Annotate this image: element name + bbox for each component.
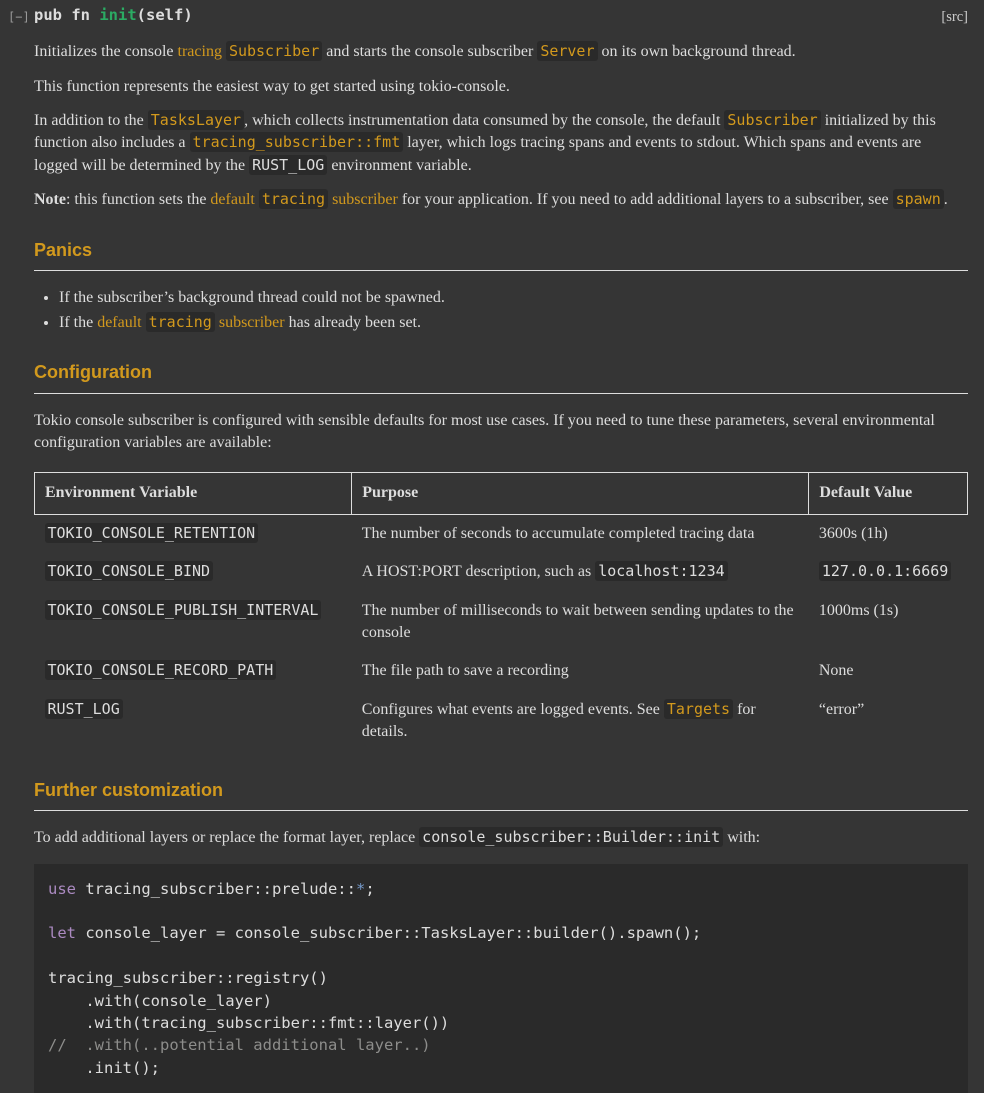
code-link[interactable]: tracing: [259, 189, 328, 209]
table-cell: [809, 652, 968, 690]
table-cell: [352, 553, 809, 591]
doc-paragraph: [34, 41, 968, 63]
text-segment: : this function sets the: [66, 191, 210, 208]
code-line: [48, 878, 954, 900]
text-segment: 3600s (1h): [819, 525, 888, 542]
config-table-body: [35, 514, 968, 751]
table-cell: [35, 652, 352, 690]
code-keyword: let: [48, 924, 76, 942]
panics-list: [34, 287, 968, 334]
inline-code: localhost:1234: [595, 561, 727, 581]
list-item: [59, 312, 968, 334]
text-segment: Initializes the console: [34, 43, 178, 60]
code-line: [48, 1034, 954, 1056]
section-heading-further-customization: [34, 780, 968, 812]
code-link[interactable]: Targets: [664, 699, 733, 719]
code-line: [48, 1012, 954, 1034]
table-row: [35, 652, 968, 690]
inline-code: TOKIO_CONSOLE_PUBLISH_INTERVAL: [45, 600, 322, 620]
text-segment: Configures what events are logged events. See: [362, 701, 664, 718]
text-segment: The number of milliseconds to wait between sending updates to the console: [362, 602, 794, 641]
text-segment: on its own background thread.: [598, 43, 796, 60]
configuration-intro: [34, 410, 968, 455]
code-link[interactable]: spawn: [893, 189, 944, 209]
table-cell: [809, 592, 968, 653]
code-line: [48, 967, 954, 989]
table-cell: [352, 514, 809, 553]
text-segment: To add additional layers or replace the format layer, replace: [34, 829, 419, 846]
code-text: ;: [365, 880, 374, 898]
code-link[interactable]: tracing_subscriber::fmt: [190, 132, 404, 152]
docblock: [34, 41, 968, 1093]
text-segment: for details.: [362, 701, 756, 740]
code-line: [48, 990, 954, 1012]
fn-args: (self): [137, 6, 193, 24]
text-segment: with:: [723, 829, 760, 846]
inline-code: RUST_LOG: [249, 155, 327, 175]
code-line: [48, 900, 954, 922]
doc-link[interactable]: tracing: [178, 43, 222, 60]
text-segment: environment variable.: [327, 157, 471, 174]
table-header-purpose: Purpose: [352, 473, 809, 514]
further-intro: [34, 827, 968, 849]
table-row: [35, 592, 968, 653]
code-text: .with(tracing_subscriber::fmt::layer()): [48, 1014, 449, 1032]
doc-paragraph-note: [34, 189, 968, 211]
code-comment: // .with(..potential additional layer..): [48, 1036, 431, 1054]
inline-code: TOKIO_CONSOLE_RECORD_PATH: [45, 660, 277, 680]
code-link[interactable]: tracing: [146, 312, 215, 332]
code-keyword: use: [48, 880, 76, 898]
code-line: [48, 945, 954, 967]
text-segment: and starts the console subscriber: [322, 43, 537, 60]
text-segment: The file path to save a recording: [362, 662, 569, 679]
inline-code: RUST_LOG: [45, 699, 123, 719]
table-header-env-variable: Environment Variable: [35, 473, 352, 514]
inline-code: console_subscriber::Builder::init: [419, 827, 723, 847]
fn-signature: [34, 6, 193, 25]
fn-keywords: pub fn: [34, 6, 99, 24]
bold-text: Note: [34, 191, 66, 208]
doc-link[interactable]: subscriber: [332, 191, 398, 208]
code-link[interactable]: Subscriber: [226, 41, 322, 61]
doc-link[interactable]: subscriber: [219, 314, 285, 331]
text-segment: If the: [59, 314, 97, 331]
text-segment: .: [944, 191, 948, 208]
code-block: [34, 864, 968, 1093]
fn-signature-row: [34, 0, 968, 27]
table-header-default-value: Default Value: [809, 473, 968, 514]
table-cell: [809, 514, 968, 553]
panics-anchor-link[interactable]: Panics: [34, 240, 92, 260]
table-cell: [35, 553, 352, 591]
further-customization-anchor-link[interactable]: Further customization: [34, 780, 223, 800]
text-segment: None: [819, 662, 854, 679]
code-line: [48, 922, 954, 944]
table-cell: [352, 592, 809, 653]
config-table-head: [35, 473, 968, 514]
table-cell: [35, 592, 352, 653]
table-row: [35, 514, 968, 553]
text-segment: A HOST:PORT description, such as: [362, 563, 596, 580]
configuration-anchor-link[interactable]: Configuration: [34, 362, 152, 382]
table-header-row: [35, 473, 968, 514]
inline-code: 127.0.0.1:6669: [819, 561, 951, 581]
text-segment: “error”: [819, 701, 864, 718]
section-heading-panics: [34, 240, 968, 272]
code-text: tracing_subscriber::prelude::: [76, 880, 356, 898]
doc-link[interactable]: default: [210, 191, 254, 208]
doc-paragraph: [34, 76, 968, 98]
text-segment: If the subscriber’s background thread could not be spawned.: [59, 289, 445, 306]
text-segment: Tokio console subscriber is configured with sensible defaults for most use cases. If you need to tune these parameters, several environmental configuration variables are available:: [34, 412, 935, 451]
code-link[interactable]: Subscriber: [724, 110, 820, 130]
src-link[interactable]: [src]: [941, 7, 968, 27]
text-segment: In addition to the: [34, 112, 148, 129]
code-prelude-star: *: [356, 880, 365, 898]
table-cell: [809, 691, 968, 752]
collapse-toggle-icon[interactable]: [−]: [8, 9, 30, 26]
inline-code: TOKIO_CONSOLE_BIND: [45, 561, 214, 581]
table-cell: [809, 553, 968, 591]
table-row: [35, 691, 968, 752]
list-item: [59, 287, 968, 309]
fn-name[interactable]: init: [99, 6, 136, 24]
code-text: console_layer = console_subscriber::TasksLayer::builder().spawn();: [76, 924, 701, 942]
text-segment: for your application. If you need to add additional layers to a subscriber, see: [398, 191, 893, 208]
table-cell: [352, 691, 809, 752]
text-segment: layer, which logs tracing spans and events to stdout. Which spans and events are logged will be determined by the: [34, 134, 921, 173]
inline-code: TOKIO_CONSOLE_RETENTION: [45, 523, 259, 543]
code-text: tracing_subscriber::registry(): [48, 969, 328, 987]
text-segment: 1000ms (1s): [819, 602, 899, 619]
table-cell: [35, 691, 352, 752]
text-segment: This function represents the easiest way to get started using tokio-console.: [34, 78, 510, 95]
section-heading-configuration: [34, 362, 968, 394]
text-segment: has already been set.: [285, 314, 421, 331]
text-segment: , which collects instrumentation data consumed by the console, the default: [244, 112, 724, 129]
config-table: [34, 472, 968, 751]
code-text: .init();: [48, 1059, 160, 1077]
doc-link[interactable]: default: [97, 314, 141, 331]
code-text: .with(console_layer): [48, 992, 272, 1010]
text-segment: The number of seconds to accumulate completed tracing data: [362, 525, 755, 542]
code-link[interactable]: TasksLayer: [148, 110, 244, 130]
table-cell: [35, 514, 352, 553]
table-cell: [352, 652, 809, 690]
table-row: [35, 553, 968, 591]
doc-paragraph: [34, 110, 968, 177]
code-line: [48, 1057, 954, 1079]
text-segment: initialized by this function also includes a: [34, 112, 936, 151]
code-link[interactable]: Server: [537, 41, 597, 61]
